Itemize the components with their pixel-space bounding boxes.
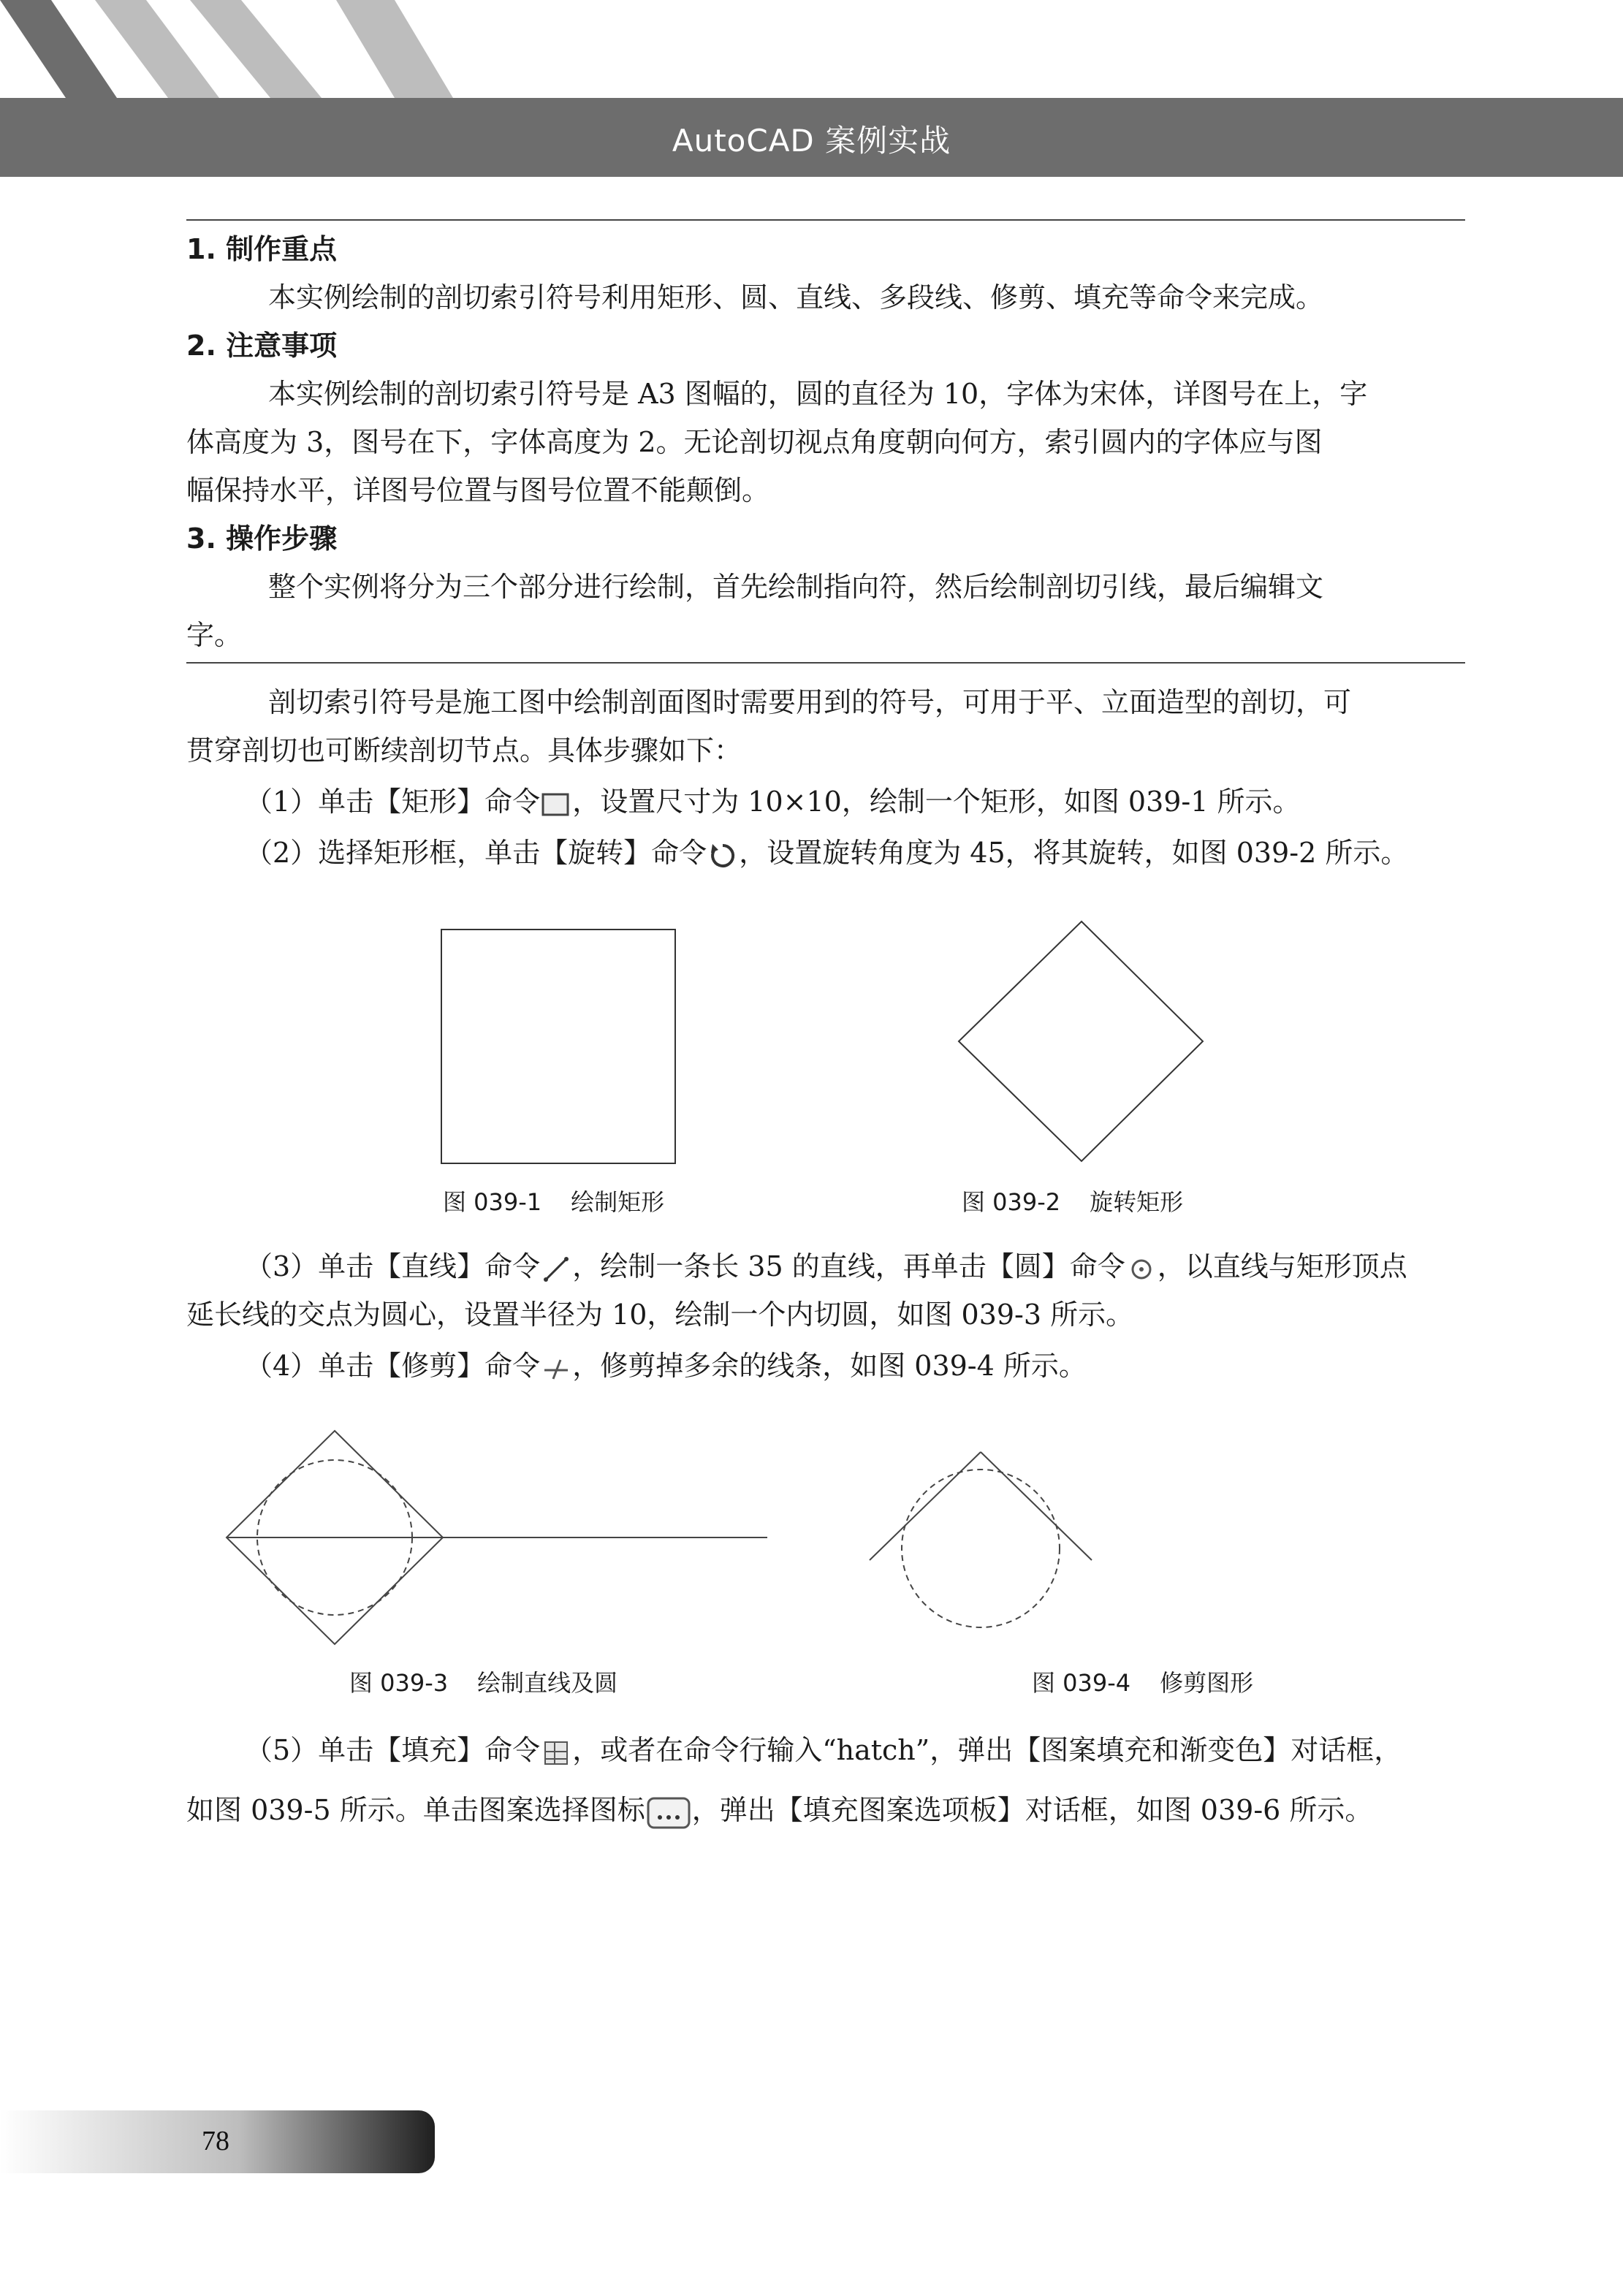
hatch-icon bbox=[541, 1738, 571, 1768]
step-5-text-a: （5）单击【填充】命令 bbox=[245, 1734, 541, 1766]
figure-039-4-drawing bbox=[862, 1443, 1111, 1655]
step-3-text-c: ，以直线与矩形顶点 bbox=[1157, 1250, 1407, 1282]
heading-text: 3. 操作步骤 bbox=[186, 522, 338, 555]
caption-title: 旋转矩形 bbox=[1090, 1188, 1184, 1216]
circle-icon bbox=[1127, 1255, 1156, 1284]
caption-number: 图 039-3 bbox=[349, 1669, 449, 1697]
section-body-3-line-1: 整个实例将分为三个部分进行绘制，首先绘制指向符，然后绘制剖切引线，最后编辑文 bbox=[268, 571, 1324, 603]
step-3-text-a: （3）单击【直线】命令 bbox=[245, 1250, 541, 1282]
figure-039-3-drawing bbox=[219, 1425, 775, 1659]
section-heading-2 bbox=[186, 322, 1472, 370]
step-3-line-2: 延长线的交点为圆心，设置半径为 10，绘制一个内切圆，如图 039-3 所示。 bbox=[186, 1299, 1134, 1331]
figure-039-1-caption bbox=[443, 1184, 664, 1217]
rectangle-icon bbox=[541, 790, 571, 819]
caption-number: 图 039-2 bbox=[962, 1188, 1061, 1216]
caption-number: 图 039-4 bbox=[1032, 1669, 1131, 1697]
rotate-icon bbox=[708, 841, 737, 870]
figure-039-2-drawing bbox=[950, 917, 1213, 1166]
section-heading-1 bbox=[186, 225, 1472, 273]
page-title: AutoCAD 案例实战 bbox=[672, 123, 951, 159]
section-heading-3 bbox=[186, 514, 1472, 563]
step-4-text-b: ，修剪掉多余的线条，如图 039-4 所示。 bbox=[572, 1350, 1087, 1382]
step-5-text-b: ，或者在命令行输入“hatch”，弹出【图案填充和渐变色】对话框， bbox=[572, 1734, 1402, 1766]
step-5-line-1 bbox=[186, 1726, 1531, 1774]
figure-039-4-caption bbox=[1032, 1665, 1253, 1698]
caption-title: 绘制矩形 bbox=[571, 1188, 665, 1216]
line-icon bbox=[541, 1255, 571, 1284]
section-body-1: 本实例绘制的剖切索引符号利用矩形、圆、直线、多段线、修剪、填充等命令来完成。 bbox=[268, 281, 1324, 313]
heading-text: 2. 注意事项 bbox=[186, 330, 338, 362]
section-body-2-line-1: 本实例绘制的剖切索引符号是 A3 图幅的，圆的直径为 10，字体为宋体，详图号在上，字 bbox=[268, 378, 1368, 410]
figure-039-3-caption bbox=[349, 1665, 617, 1698]
summary-bottom-rule bbox=[186, 662, 1465, 664]
section-body-2-line-3: 幅保持水平，详图号位置与图号位置不能颠倒。 bbox=[186, 474, 770, 506]
trim-icon bbox=[541, 1354, 571, 1383]
step-3-text-b: ，绘制一条长 35 的直线，再单击【圆】命令 bbox=[572, 1250, 1125, 1282]
header-stripes bbox=[0, 0, 512, 98]
intro-line-2: 贯穿剖切也可断续剖切节点。具体步骤如下： bbox=[186, 734, 742, 767]
step-5-line-2 bbox=[186, 1786, 1472, 1834]
figure-039-2-caption bbox=[962, 1184, 1183, 1217]
step-5-text-d: ，弹出【填充图案选项板】对话框，如图 039-6 所示。 bbox=[691, 1794, 1373, 1826]
header-bar bbox=[0, 98, 1623, 177]
intro-line-1: 剖切索引符号是施工图中绘制剖面图时需要用到的符号，可用于平、立面造型的剖切，可 bbox=[268, 686, 1352, 718]
caption-number: 图 039-1 bbox=[443, 1188, 542, 1216]
step-1-text-b: ，设置尺寸为 10×10，绘制一个矩形，如图 039-1 所示。 bbox=[572, 786, 1301, 818]
step-4-text-a: （4）单击【修剪】命令 bbox=[245, 1350, 541, 1382]
pattern-browse-icon bbox=[647, 1795, 691, 1831]
page-number: 78 bbox=[202, 2126, 229, 2156]
summary-top-rule bbox=[186, 219, 1465, 221]
step-2-text-a: （2）选择矩形框，单击【旋转】命令 bbox=[245, 837, 707, 869]
figure-039-1-drawing bbox=[438, 927, 680, 1168]
section-body-2-line-2: 体高度为 3，图号在下，字体高度为 2。无论剖切视点角度朝向何方，索引圆内的字体应与图 bbox=[186, 426, 1323, 458]
caption-title: 修剪图形 bbox=[1160, 1669, 1254, 1697]
step-2 bbox=[186, 829, 1531, 877]
step-4 bbox=[186, 1342, 1531, 1390]
step-1 bbox=[186, 778, 1531, 826]
step-3-line-1 bbox=[186, 1242, 1531, 1290]
section-body-3-line-2: 字。 bbox=[186, 619, 243, 651]
heading-text: 1. 制作重点 bbox=[186, 233, 338, 265]
step-2-text-b: ，设置旋转角度为 45，将其旋转，如图 039-2 所示。 bbox=[739, 837, 1409, 869]
step-1-text-a: （1）单击【矩形】命令 bbox=[245, 786, 541, 818]
step-5-text-c: 如图 039-5 所示。单击图案选择图标 bbox=[186, 1794, 645, 1826]
caption-title: 绘制直线及圆 bbox=[477, 1669, 618, 1697]
